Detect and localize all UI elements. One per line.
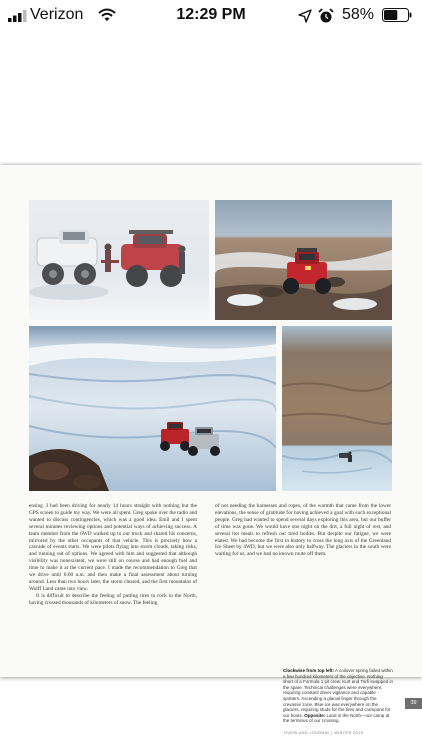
photo-blue-ice bbox=[282, 326, 392, 491]
article-column-2 bbox=[215, 503, 391, 558]
caption-opposite-text: Land in the North—our camp at the terminus of our crossing. bbox=[283, 712, 390, 724]
article-paragraph: It is difficult to describe the feeling of putting tires to rock in the North, having crossed thousands of kilometers of snow. The feeling bbox=[29, 592, 197, 606]
carrier-label: Verizon bbox=[30, 6, 84, 23]
folio: OVERLAND JOURNAL | WINTER 2019 bbox=[284, 731, 364, 735]
photo-coilover-repair bbox=[29, 200, 209, 320]
page-number-tab: 39 bbox=[405, 698, 422, 709]
article-paragraph: ensing. I had been driving for nearly 14 hours straight with nothing but the GPS screen to guide my way. We were all spent. Greg spoke over the radio and wanted to discuss contingencies, which was a good idea. Emil and I spent several minutes reviewing options and potential ways of achieving success. A team member from the 6WD walked up to our truck and shared his concerns, mirrored by the other occupants of that vehicle. This is precisely how a cascade of events starts. We were pilots flying into storm clouds, taking risks, and running out of options. We agreed with him and suggested that although visibility was nonexistent, we were still on course and had enough fuel and time to make it at the current pace. I made the recommendation to Greg that we drive until 6:00 a.m. and then make a final assessment about turning around. Less than two hours later, the storm cleared, and the first mountains of Wolff Land came into view. bbox=[29, 503, 197, 592]
caption-lead: Clockwise from top left: bbox=[283, 668, 335, 673]
battery-icon bbox=[382, 8, 412, 22]
photo-glacial-finger bbox=[29, 326, 276, 491]
clock-time: 12:29 PM bbox=[176, 6, 246, 23]
location-arrow-icon bbox=[298, 9, 312, 23]
caption-opposite-label: Opposite: bbox=[304, 712, 326, 718]
status-bar bbox=[0, 0, 422, 30]
photo-rock-crawling bbox=[215, 200, 392, 320]
photo-caption bbox=[283, 668, 393, 724]
battery-percent: 58% bbox=[342, 6, 375, 23]
alarm-clock-icon bbox=[318, 8, 334, 24]
article-column-1 bbox=[29, 503, 197, 607]
article-paragraph: of not needing the harnesses and ropes, of the warmth that came from the lower elevations, the sense of gratitude for having achieved a goal with such exceptional people. Greg had wanted to spend several days exploring this area, but our buffer of time was gone. We would have one night on the dirt, a full night of rest, and several hot meals to refresh our tired bodies. But despite our fatigue, we were elated. We had become the first in history to cross the long axis of the Greenland Ice Sheet by 4WD, but we were also only halfway. The glaciers in the south were waiting for us, and we had no known route off them. bbox=[215, 503, 391, 558]
reader-viewport[interactable] bbox=[0, 30, 422, 750]
caption-body: A coilover spring failed within a few hundred kilometers of the objective. Nothing short of a Formula 1 pit crew, Kurt and Torfi swapped in the spare. Technical challenges were everywhere, requiring constant driver vigilance and capable spotters. Ascending a glacial finger through the crevasse zone. Blue ice was everywhere on the glaciers, requiring studs for the tires and crampons for our boots. bbox=[283, 668, 393, 718]
magazine-page[interactable] bbox=[0, 165, 422, 735]
